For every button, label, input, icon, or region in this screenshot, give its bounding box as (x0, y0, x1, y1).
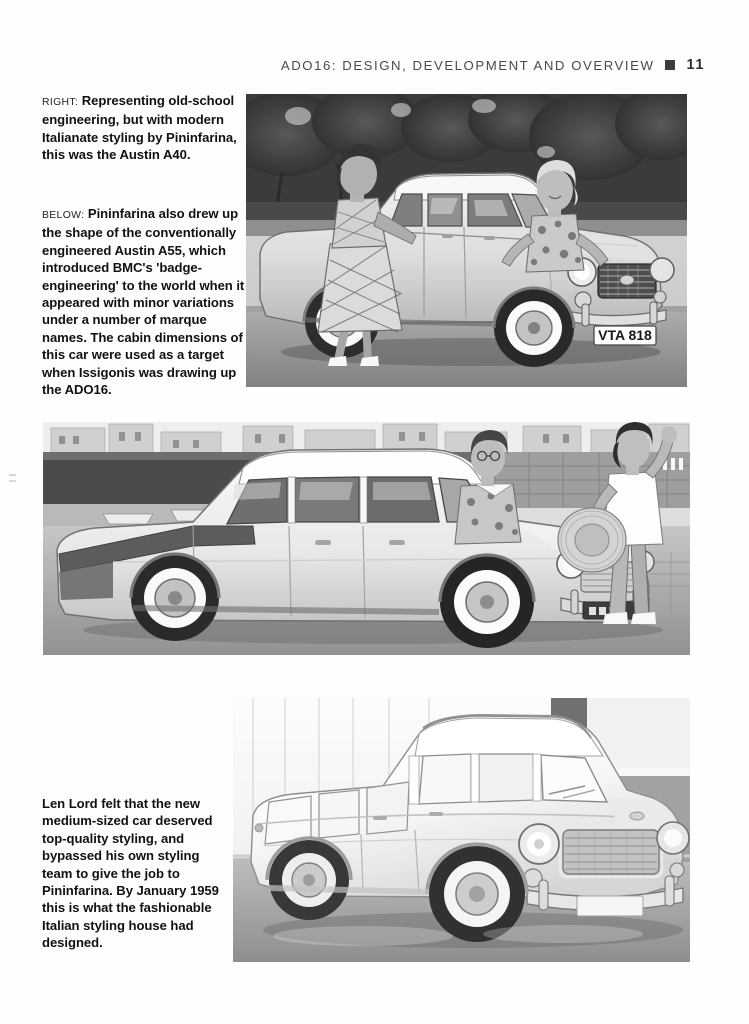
caption-lead-label: BELOW: (42, 210, 85, 221)
caption-lead-label: RIGHT: (42, 97, 79, 108)
caption-body: Pininfarina also drew up the shape of the conventionally engineered Austin A55, which introduced BMC's 'badge-engineering' to the world when it appeared with minor variations under a number of marque names. The cabin dimensions of this car were used as a target when Issigonis was drawing up the ADO16. (42, 206, 245, 398)
caption-body: Len Lord felt that the new medium-sized car deserved top-quality styling, and bypassed his own styling team to give the job to Pininfarina. By January 1959 this is what the fashionable Italian styling house had designed. (42, 796, 219, 951)
scan-artifact (9, 474, 16, 490)
running-header (0, 52, 705, 78)
photo-ado16-prototype (233, 698, 690, 962)
caption-len-lord (42, 795, 222, 952)
photo-austin-a40 (246, 94, 687, 387)
number-plate-text: VTA 818 (598, 327, 652, 343)
caption-body: Representing old-school engineering, but with modern Italianate styling by Pininfarina, this was the Austin A40. (42, 93, 237, 163)
photo-austin-a55 (43, 422, 690, 655)
caption-below (42, 205, 245, 398)
page-number: 11 (686, 57, 705, 73)
page-title: ADO16: DESIGN, DEVELOPMENT AND OVERVIEW (280, 57, 655, 73)
caption-right (42, 92, 242, 164)
square-bullet-icon (665, 60, 675, 70)
